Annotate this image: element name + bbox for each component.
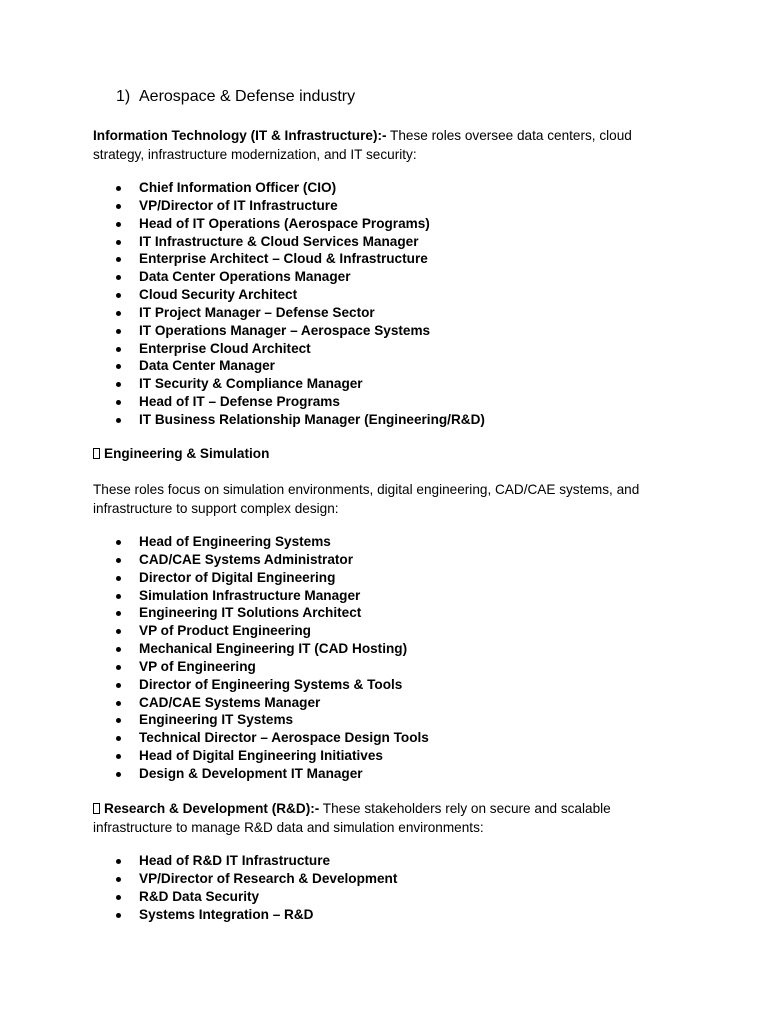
list-item: Engineering IT Systems — [0, 711, 429, 729]
list-item: VP/Director of Research & Development — [0, 870, 397, 888]
list-item: Mechanical Engineering IT (CAD Hosting) — [0, 640, 429, 658]
rd-roles-list — [0, 852, 397, 923]
list-item: Data Center Operations Manager — [0, 268, 485, 286]
list-item: Enterprise Cloud Architect — [0, 340, 485, 358]
list-item: Head of IT Operations (Aerospace Programs) — [0, 215, 485, 233]
list-item: IT Security & Compliance Manager — [0, 375, 485, 393]
engineering-title-text: Engineering & Simulation — [104, 446, 270, 461]
list-item: Director of Digital Engineering — [0, 569, 429, 587]
list-item: Director of Engineering Systems & Tools — [0, 676, 429, 694]
list-item: CAD/CAE Systems Administrator — [0, 551, 429, 569]
missing-glyph-icon — [93, 448, 100, 459]
list-item: Enterprise Architect – Cloud & Infrastructure — [0, 250, 485, 268]
list-item: Head of R&D IT Infrastructure — [0, 852, 397, 870]
heading-text: Aerospace & Defense industry — [139, 88, 356, 105]
list-item: Systems Integration – R&D — [0, 906, 397, 924]
it-intro-text: These roles oversee data centers, cloud strategy, infrastructure modernization, and IT security: — [93, 128, 632, 162]
list-item: Cloud Security Architect — [0, 286, 485, 304]
list-item: VP of Product Engineering — [0, 622, 429, 640]
list-item: Head of Digital Engineering Initiatives — [0, 747, 429, 765]
list-item: IT Infrastructure & Cloud Services Manager — [0, 233, 485, 251]
list-item: Design & Development IT Manager — [0, 765, 429, 783]
it-intro-paragraph — [93, 127, 683, 164]
list-item: IT Operations Manager – Aerospace Systems — [0, 322, 485, 340]
it-intro-bold: Information Technology (IT & Infrastructure):- — [93, 128, 387, 143]
rd-intro-bold: Research & Development (R&D):- — [104, 801, 320, 816]
list-item: Head of IT – Defense Programs — [0, 393, 485, 411]
engineering-description: These roles focus on simulation environments, digital engineering, CAD/CAE systems, and infrastructure to support complex design: — [93, 482, 640, 516]
engineering-section-title — [93, 446, 269, 461]
list-item: Simulation Infrastructure Manager — [0, 587, 429, 605]
rd-intro-text: These stakeholders rely on secure and scalable infrastructure to manage R&D data and simulation environments: — [93, 801, 611, 835]
list-item: Technical Director – Aerospace Design Tools — [0, 729, 429, 747]
list-item: IT Project Manager – Defense Sector — [0, 304, 485, 322]
heading-number: 1) — [116, 88, 131, 105]
list-item: VP of Engineering — [0, 658, 429, 676]
list-item: VP/Director of IT Infrastructure — [0, 197, 485, 215]
rd-intro-paragraph — [93, 800, 683, 837]
list-item: Data Center Manager — [0, 357, 485, 375]
list-item: R&D Data Security — [0, 888, 397, 906]
missing-glyph-icon — [93, 803, 100, 814]
it-roles-list — [0, 179, 485, 429]
section-heading — [116, 88, 355, 106]
list-item: Head of Engineering Systems — [0, 533, 429, 551]
list-item: CAD/CAE Systems Manager — [0, 694, 429, 712]
list-item: Engineering IT Solutions Architect — [0, 604, 429, 622]
list-item: Chief Information Officer (CIO) — [0, 179, 485, 197]
engineering-roles-list — [0, 533, 429, 783]
list-item: IT Business Relationship Manager (Engineering/R&D) — [0, 411, 485, 429]
